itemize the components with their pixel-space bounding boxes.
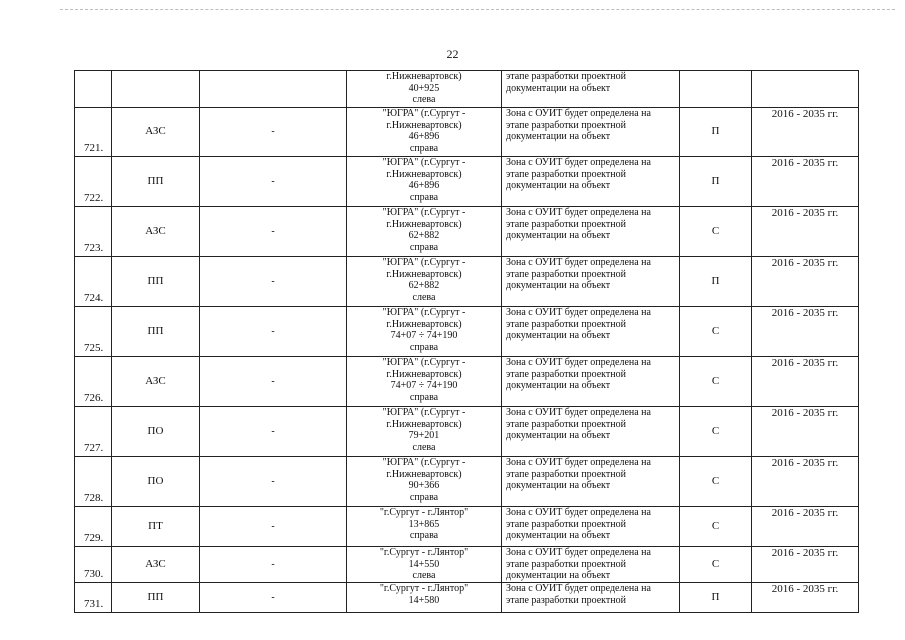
implementation-period: 2016 - 2035 гг. [752,583,859,613]
note-line: Зона с ОУИТ будет определена на [506,583,651,594]
implementation-period: 2016 - 2035 гг. [752,307,859,357]
implementation-period: 2016 - 2035 гг. [752,547,859,583]
category-code: С [680,407,752,457]
note-line: документации на объект [506,330,611,341]
location-line: 14+550 [408,558,440,570]
note-line: этапе разработки проектной [506,168,626,180]
note-line: Зона с ОУИТ будет определена на [506,507,651,518]
zone-note [502,207,680,257]
location-line: справа [409,530,439,541]
cell-period [752,71,859,108]
road-location [347,457,502,507]
note-line: документации на объект [506,131,611,142]
table-row [75,547,859,583]
location-line: 79+201 [408,430,440,441]
location-line: 74+07 ÷ 74+190 [390,380,458,391]
object-type: ПО [112,457,200,507]
location-line: слева [412,94,436,105]
category-code: С [680,457,752,507]
note-line: документации на объект [506,530,611,541]
note-line: документации на объект [506,480,611,491]
location-line: справа [409,391,439,403]
zone-note [502,407,680,457]
table-row [75,108,859,157]
category-code: П [680,583,752,613]
road-location [347,407,502,457]
category-code: С [680,357,752,407]
road-location [347,207,502,257]
object-type: АЗС [112,357,200,407]
location-line: г.Нижневартовск) [386,418,462,430]
road-location [347,357,502,407]
row-number: 730. [75,547,112,583]
implementation-period: 2016 - 2035 гг. [752,108,859,157]
location-line: 40+925 [408,82,440,94]
object-type: ПТ [112,507,200,547]
zone-note [502,583,680,613]
object-type: ПП [112,257,200,307]
location-line: слева [412,291,436,303]
note-line: этапе разработки проектной [506,594,626,606]
location-line: слева [412,570,436,581]
implementation-period: 2016 - 2035 гг. [752,407,859,457]
object-type: ПП [112,583,200,613]
row-number: 721. [75,108,112,157]
table-row [75,157,859,207]
dash-cell: - [200,507,347,547]
cell-category [680,71,752,108]
note-line: документации на объект [506,280,611,291]
note-line: Зона с ОУИТ будет определена на [506,207,651,218]
location-line: "ЮГРА" (г.Сургут - [382,108,466,119]
object-type: АЗС [112,108,200,157]
cell-num [75,71,112,108]
note-line: этапе разработки проектной [506,268,626,280]
row-number: 722. [75,157,112,207]
implementation-period: 2016 - 2035 гг. [752,257,859,307]
location-line: справа [409,491,439,503]
location-line: "г.Сургут - г.Лянтор" [379,583,469,594]
road-location [347,257,502,307]
row-number: 728. [75,457,112,507]
table-row [75,257,859,307]
location-line: слева [412,441,436,453]
objects-table [74,70,859,613]
row-number: 729. [75,507,112,547]
road-location [347,307,502,357]
note-line: Зона с ОУИТ будет определена на [506,457,651,468]
location-line: г.Нижневартовск) [386,218,462,230]
row-number: 724. [75,257,112,307]
location-line: г.Нижневартовск) [386,168,462,180]
category-code: П [680,257,752,307]
location-line: "ЮГРА" (г.Сургут - [382,157,466,168]
row-number: 726. [75,357,112,407]
location-line: "ЮГРА" (г.Сургут - [382,307,466,318]
note-line: этапе разработки проектной [506,119,626,131]
location-line: 62+882 [408,230,440,241]
object-type: АЗС [112,207,200,257]
row-number: 727. [75,407,112,457]
zone-note [502,457,680,507]
table-row [75,407,859,457]
dash-cell: - [200,583,347,613]
category-code: С [680,547,752,583]
location-line: "ЮГРА" (г.Сургут - [382,257,466,268]
category-code: П [680,157,752,207]
table-row [75,307,859,357]
category-code: С [680,207,752,257]
note-line: Зона с ОУИТ будет определена на [506,407,651,418]
zone-note [502,108,680,157]
note-line: этапе разработки проектной [506,418,626,430]
note-line: документации на объект [506,230,611,241]
row-number: 723. [75,207,112,257]
location-line: справа [409,191,439,203]
road-location [347,583,502,613]
cell-dash [200,71,347,108]
cell-note [502,71,680,108]
table-row [75,207,859,257]
location-line: "г.Сургут - г.Лянтор" [379,507,469,518]
table-body [75,71,859,613]
dash-cell: - [200,257,347,307]
location-line: "г.Сургут - г.Лянтор" [379,547,469,558]
zone-note [502,307,680,357]
zone-note [502,357,680,407]
road-location [347,547,502,583]
location-line: г.Нижневартовск) [386,368,462,380]
note-line: этапе разработки проектной [506,368,626,380]
location-line: г.Нижневартовск) [386,468,462,480]
location-line: справа [409,241,439,253]
table-row-continued [75,71,859,108]
location-line: 74+07 ÷ 74+190 [390,330,458,341]
object-type: ПП [112,307,200,357]
zone-note [502,157,680,207]
note-line: документации на объект [506,570,611,581]
note-line: документации на объект [506,380,611,391]
row-number: 731. [75,583,112,613]
note-line: этапе разработки проектной [506,518,626,530]
implementation-period: 2016 - 2035 гг. [752,457,859,507]
dash-cell: - [200,207,347,257]
implementation-period: 2016 - 2035 гг. [752,507,859,547]
page-number: 22 [446,47,459,61]
note-line: Зона с ОУИТ будет определена на [506,357,651,368]
location-line: г.Нижневартовск) [386,318,462,330]
implementation-period: 2016 - 2035 гг. [752,157,859,207]
location-line: справа [409,142,439,154]
location-line: 90+366 [408,480,440,491]
note-line: Зона с ОУИТ будет определена на [506,108,651,119]
note-line: Зона с ОУИТ будет определена на [506,157,651,168]
location-line: справа [409,341,439,353]
object-type: ПО [112,407,200,457]
note-line: этапе разработки проектной [506,468,626,480]
table-row [75,507,859,547]
row-number: 725. [75,307,112,357]
object-type: ПП [112,157,200,207]
category-code: П [680,108,752,157]
dash-cell: - [200,157,347,207]
dash-cell: - [200,108,347,157]
note-line: этапе разработки проектной [506,318,626,330]
dash-cell: - [200,307,347,357]
table-row [75,357,859,407]
road-location [347,157,502,207]
road-location [347,507,502,547]
category-code: С [680,507,752,547]
location-line: 14+580 [408,594,440,606]
note-line: Зона с ОУИТ будет определена на [506,257,651,268]
location-line: "ЮГРА" (г.Сургут - [382,207,466,218]
cell-type [112,71,200,108]
dash-cell: - [200,547,347,583]
note-line: Зона с ОУИТ будет определена на [506,547,651,558]
location-line: г.Нижневартовск) [386,71,462,82]
table-row [75,583,859,613]
location-line: "ЮГРА" (г.Сургут - [382,457,466,468]
dash-cell: - [200,457,347,507]
zone-note [502,547,680,583]
location-line: г.Нижневартовск) [386,119,462,131]
dash-cell: - [200,407,347,457]
table-row [75,457,859,507]
zone-note [502,507,680,547]
note-line: этапе разработки проектной [506,218,626,230]
location-line: 46+896 [408,131,440,142]
note-line: документации на объект [506,82,611,94]
scan-border-line [60,9,895,10]
location-line: 46+896 [408,180,440,191]
location-line: 62+882 [408,280,440,291]
zone-note [502,257,680,307]
category-code: С [680,307,752,357]
road-location [347,108,502,157]
note-line: этапе разработки проектной [506,71,626,82]
note-line: Зона с ОУИТ будет определена на [506,307,651,318]
implementation-period: 2016 - 2035 гг. [752,207,859,257]
note-line: документации на объект [506,430,611,441]
dash-cell: - [200,357,347,407]
note-line: документации на объект [506,180,611,191]
cell-location [347,71,502,108]
location-line: 13+865 [408,518,440,530]
location-line: г.Нижневартовск) [386,268,462,280]
location-line: "ЮГРА" (г.Сургут - [382,407,466,418]
location-line: "ЮГРА" (г.Сургут - [382,357,466,368]
implementation-period: 2016 - 2035 гг. [752,357,859,407]
object-type: АЗС [112,547,200,583]
note-line: этапе разработки проектной [506,558,626,570]
